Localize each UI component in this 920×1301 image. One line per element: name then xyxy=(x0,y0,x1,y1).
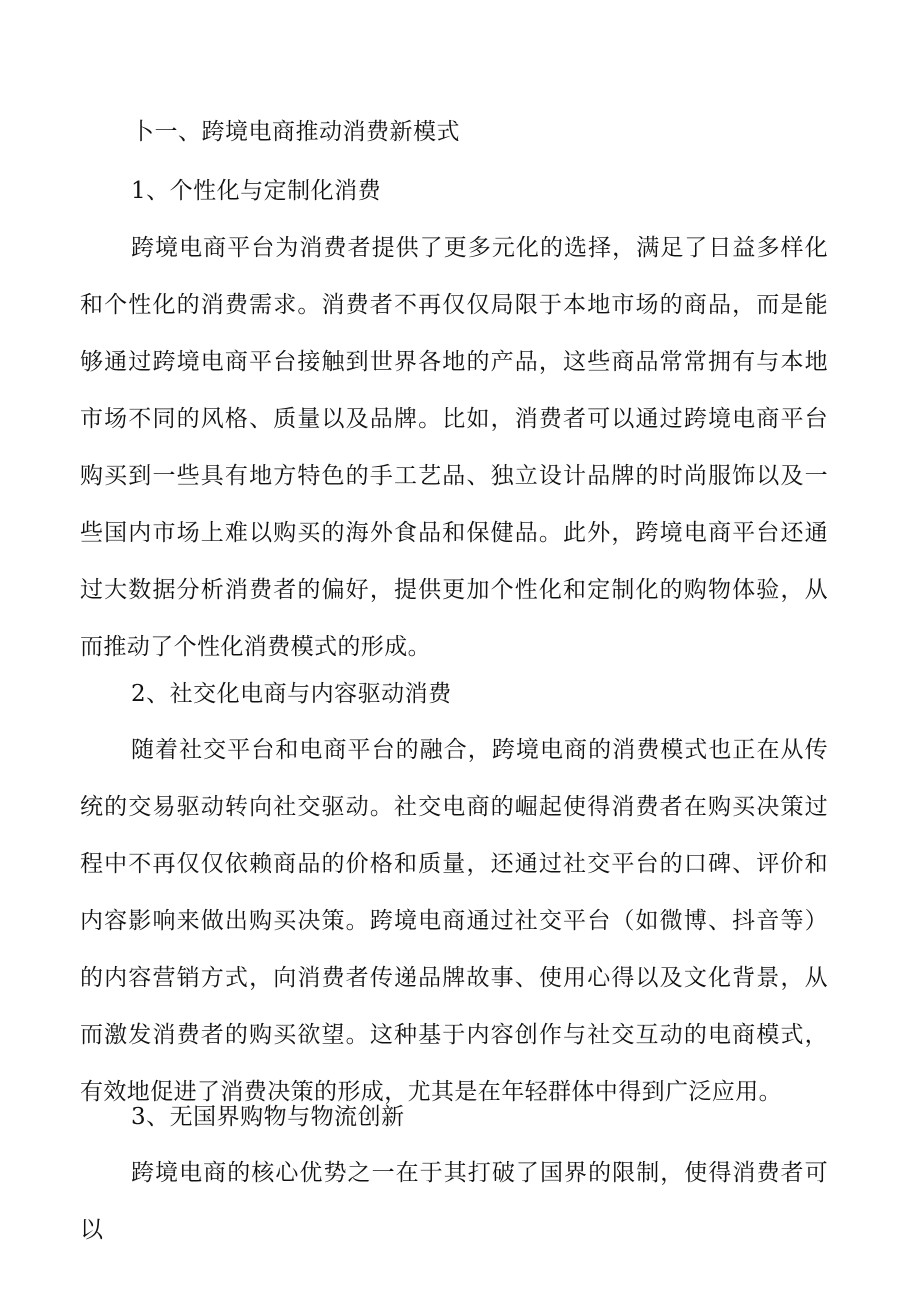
subsection-heading-2: 2、社交化电商与内容驱动消费 xyxy=(131,681,452,707)
subsection-heading-3: 3、无国界购物与物流创新 xyxy=(131,1104,405,1130)
subsection-body-2: 随着社交平台和电商平台的融合，跨境电商的消费模式也正在从传统的交易驱动转向社交驱动。社交电商的崛起使得消费者在购买决策过程中不再仅仅依赖商品的价格和质量，还通过社交平台的口碑、评价和内容影响来做出购买决策。跨境电商通过社交平台（如微博、抖音等）的内容营销方式，向消费者传递品牌故事、使用心得以及文化背景，从而激发消费者的购买欲望。这种基于内容创作与社交互动的电商模式，有效地促进了消费决策的形成，尤其是在年轻群体中得到广泛应用。 xyxy=(80,737,828,1105)
section-title: 卜一、跨境电商推动消费新模式 xyxy=(131,119,460,145)
subsection-body-3: 跨境电商的核心优势之一在于其打破了国界的限制，使得消费者可以 xyxy=(80,1160,828,1243)
subsection-body-1: 跨境电商平台为消费者提供了更多元化的选择，满足了日益多样化和个性化的消费需求。消费者不再仅仅局限于本地市场的商品，而是能够通过跨境电商平台接触到世界各地的产品，这些商品常常拥有与本地市场不同的风格、质量以及品牌。比如，消费者可以通过跨境电商平台购买到一些具有地方特色的手工艺品、独立设计品牌的时尚服饰以及一些国内市场上难以购买的海外食品和保健品。此外，跨境电商平台还通过大数据分析消费者的偏好，提供更加个性化和定制化的购物体验，从而推动了个性化消费模式的形成。 xyxy=(80,235,828,660)
subsection-heading-1: 1、个性化与定制化消费 xyxy=(131,178,382,204)
